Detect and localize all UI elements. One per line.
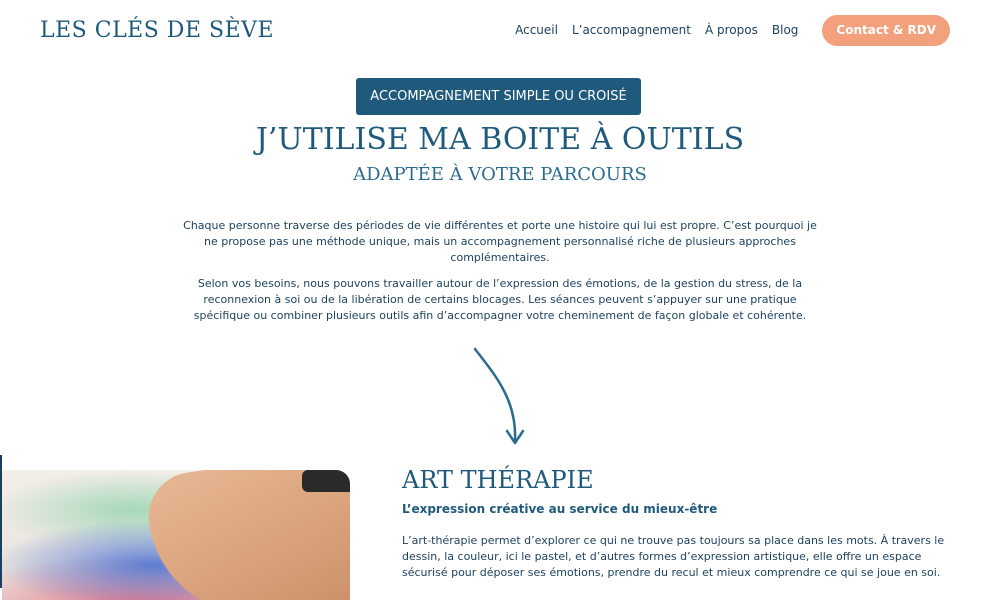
nav-link-accueil[interactable]: Accueil <box>515 23 558 37</box>
accompaniment-badge: ACCOMPAGNEMENT SIMPLE OU CROISÉ <box>356 78 641 115</box>
page-title: J’UTILISE MA BOITE À OUTILS <box>255 122 745 157</box>
intro-paragraph-1: Chaque personne traverse des périodes de vie différentes et porte une histoire qui lui est propre. C’est pourquoi je ne propose pas une méthode unique, mais un accompagnement personnalisé riche de plusieurs approches complémentaires. <box>183 219 817 264</box>
site-logo[interactable]: LES CLÉS DE SÈVE <box>40 18 275 43</box>
nav-link-a-propos[interactable]: À propos <box>705 23 758 37</box>
intro-text <box>175 218 825 334</box>
section-body-text: L’art-thérapie permet d’explorer ce qui ne trouve pas toujours sa place dans les mots. À travers le dessin, la couleur, ici le pastel, et d’autres formes d’expression artistique, elle offre un espace sécurisé pour déposer ses émotions, prendre du recul et mieux comprendre ce qui se joue en soi. <box>402 534 945 579</box>
sleeve <box>302 470 350 492</box>
nav-link-blog[interactable]: Blog <box>771 23 799 37</box>
art-therapy-photo <box>2 470 350 600</box>
main-nav <box>515 15 950 45</box>
nav-link-accompagnement[interactable]: L’accompagnement <box>571 23 691 37</box>
section-title-art-therapie: ART THÉRAPIE <box>402 466 594 494</box>
intro-paragraph-2: Selon vos besoins, nous pouvons travailler autour de l’expression des émotions, de la gestion du stress, de la reconnexion à soi ou de la libération de certains blocages. Les séances peuvent s’appuyer sur une pratique spécifique ou combiner plusieurs outils afin d’accompagner votre cheminement de façon globale et cohérente. <box>193 277 807 322</box>
contact-rdv-button[interactable]: Contact & RDV <box>822 15 950 46</box>
section-subtitle: L’expression créative au service du mieux-être <box>402 502 718 516</box>
page-subtitle: ADAPTÉE À VOTRE PARCOURS <box>353 164 647 185</box>
curved-arrow-icon <box>465 345 535 450</box>
